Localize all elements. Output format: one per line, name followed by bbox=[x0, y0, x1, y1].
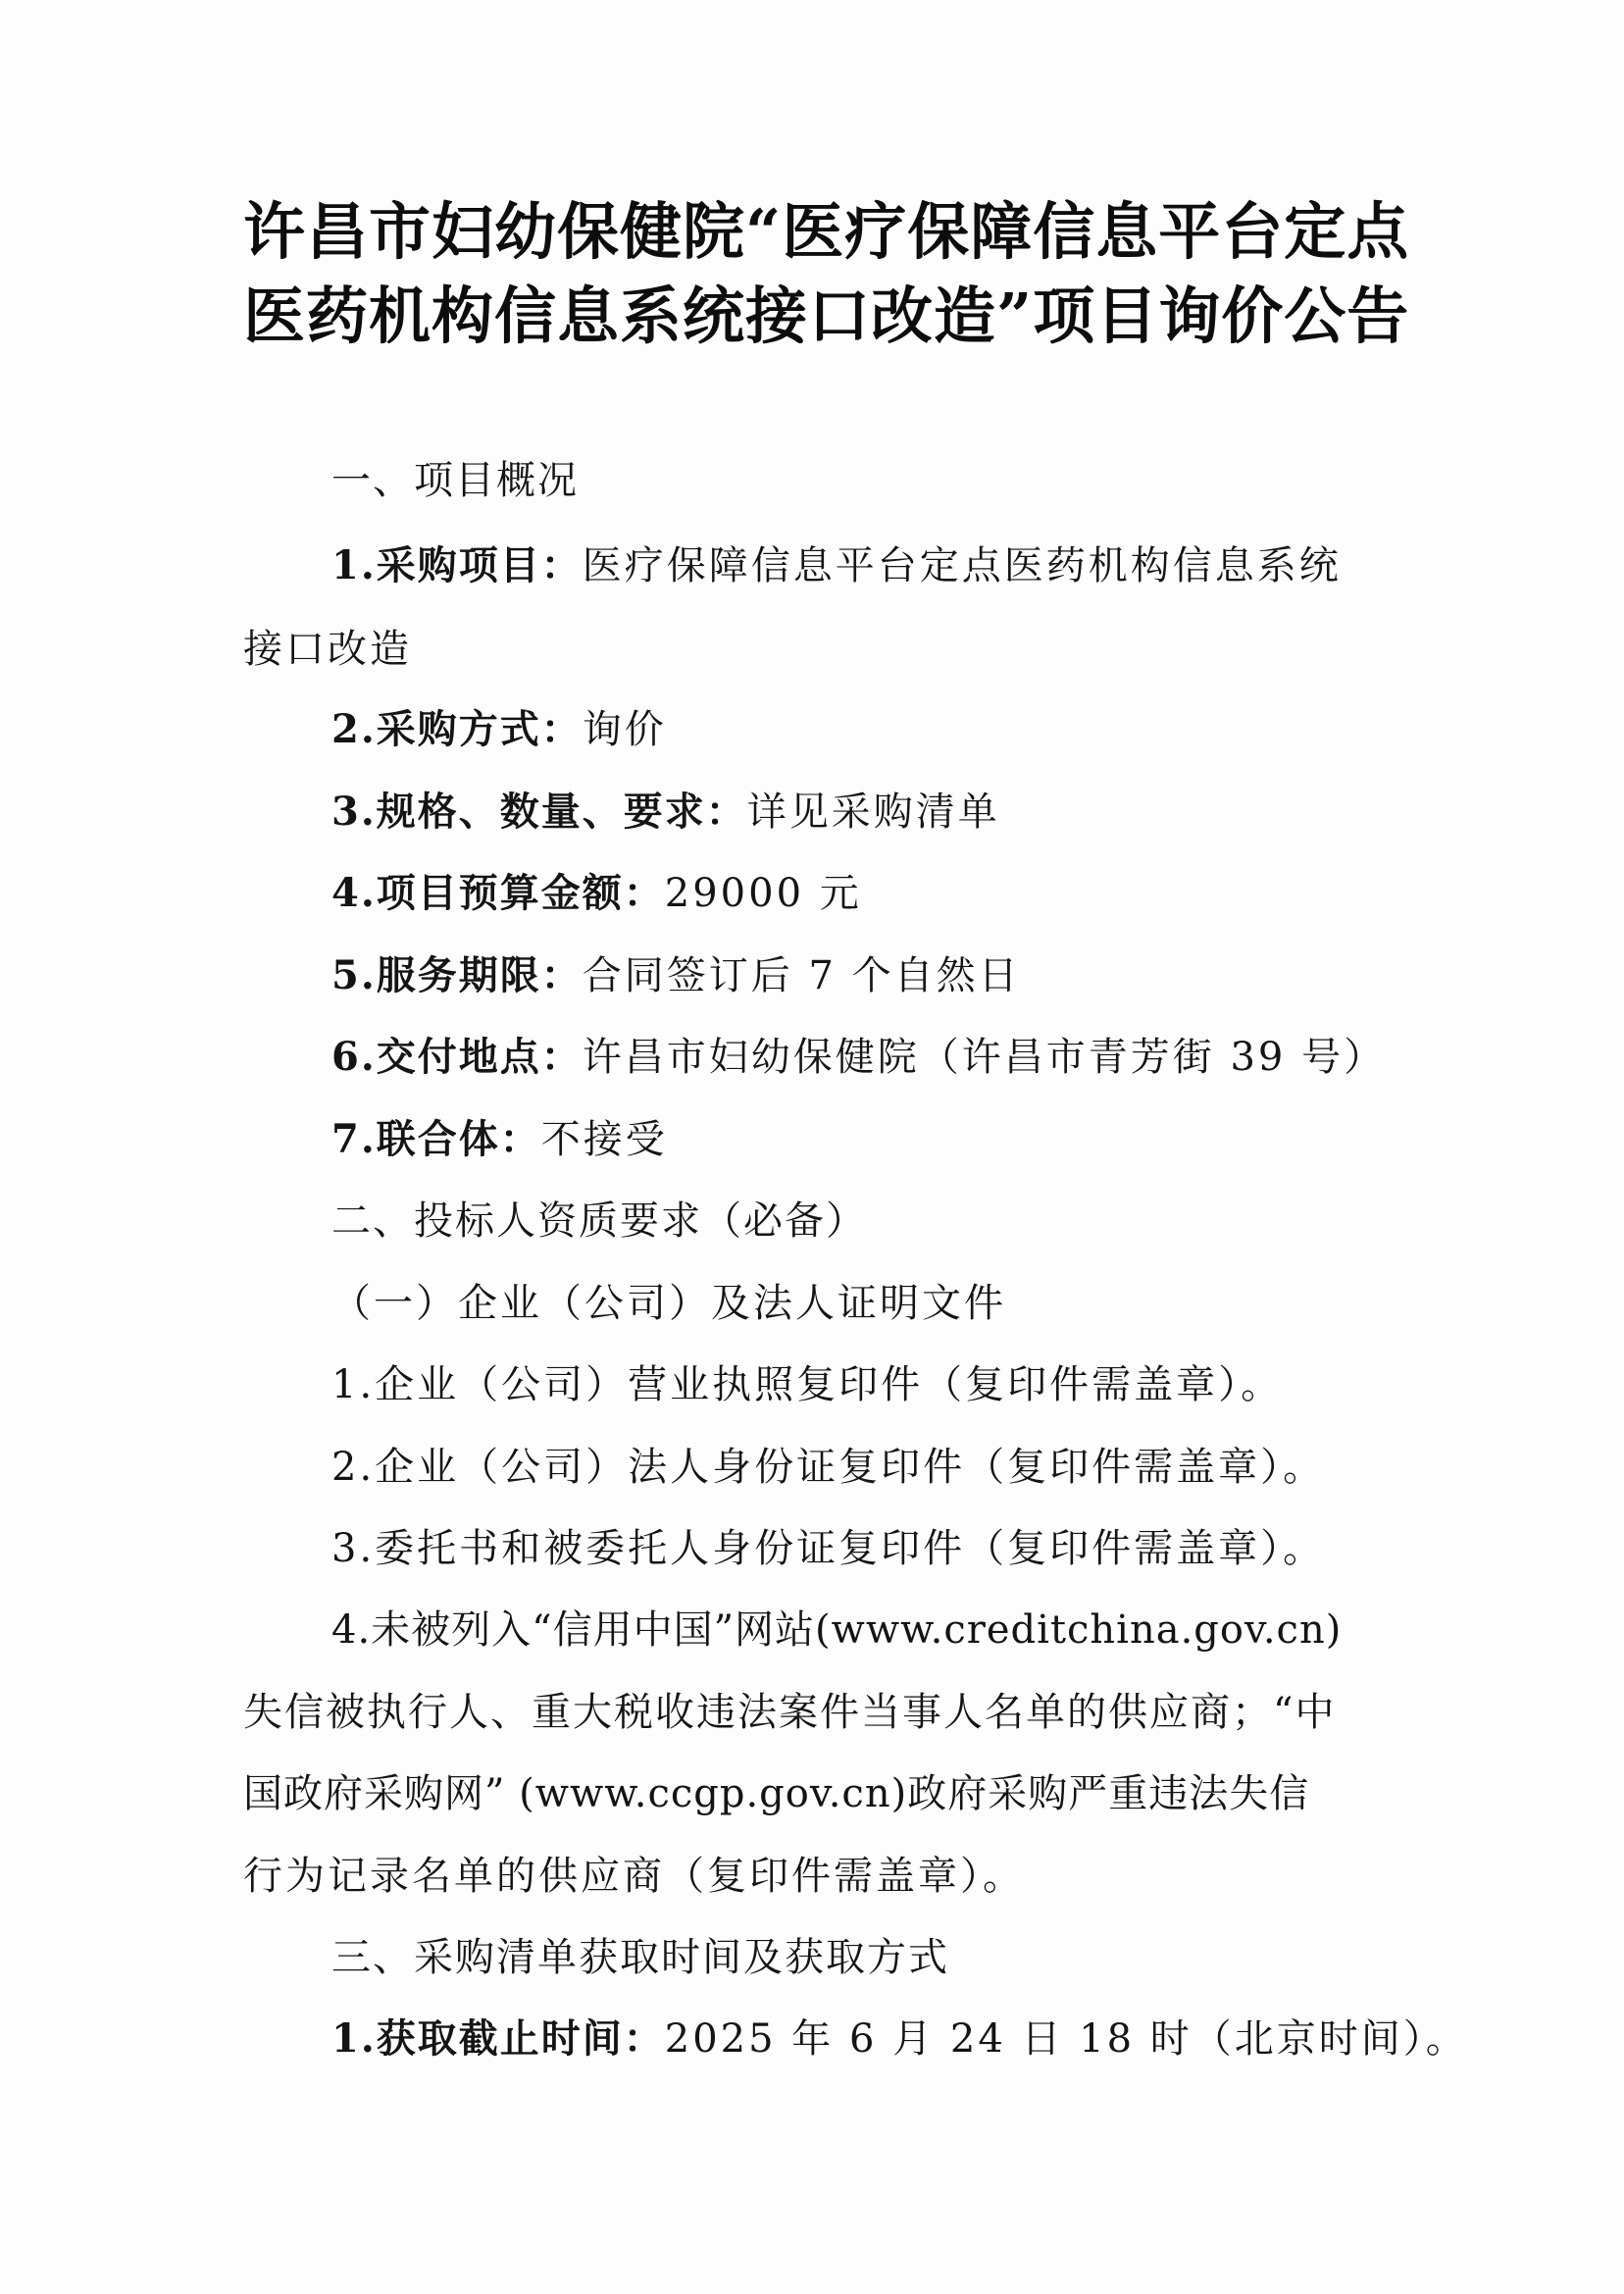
item-procurement-method bbox=[331, 702, 667, 757]
subsection-heading: （一）企业（公司）及法人证明文件 bbox=[331, 1281, 1006, 1326]
title-line-2: 医药机构信息系统接口改造”项目询价公告 bbox=[243, 280, 1410, 352]
item-value: 2025 年 6 月 24 日 18 时（北京时间）。 bbox=[664, 2016, 1468, 2062]
requirement-2: 2.企业（公司）法人身份证复印件（复印件需盖章）。 bbox=[331, 1445, 1326, 1490]
item-procurement-project bbox=[331, 538, 1342, 593]
item-label: 1.采购项目： bbox=[331, 542, 583, 588]
item-label: 3.规格、数量、要求： bbox=[331, 789, 747, 835]
item-budget bbox=[331, 866, 862, 921]
section-3-heading: 三、采购清单获取时间及获取方式 bbox=[331, 1935, 949, 1980]
item-value: 合同签订后 7 个自然日 bbox=[582, 953, 1021, 998]
requirement-3: 3.委托书和被委托人身份证复印件（复印件需盖章）。 bbox=[331, 1526, 1326, 1571]
item-delivery-location bbox=[331, 1030, 1386, 1085]
item-label: 6.交付地点： bbox=[331, 1034, 583, 1080]
item-label: 1.获取截止时间： bbox=[331, 2015, 665, 2062]
item-value: 询价 bbox=[582, 707, 667, 752]
item-label: 4.项目预算金额： bbox=[331, 870, 665, 916]
item-specifications bbox=[331, 785, 1000, 840]
requirement-4-line-2: 失信被执行人、重大税收违法案件当事人名单的供应商；“中 bbox=[243, 1690, 1337, 1735]
item-procurement-project-cont: 接口改造 bbox=[243, 627, 412, 672]
requirement-4-line-3: 国政府采购网” (www.ccgp.gov.cn)政府采购严重违法失信 bbox=[243, 1771, 1310, 1816]
item-value: 许昌市妇幼保健院（许昌市青芳街 39 号） bbox=[582, 1035, 1387, 1080]
item-value: 29000 元 bbox=[664, 871, 862, 916]
title-line-1: 许昌市妇幼保健院“医疗保障信息平台定点 bbox=[243, 195, 1410, 268]
item-label: 2.采购方式： bbox=[331, 706, 583, 752]
item-label: 5.服务期限： bbox=[331, 952, 583, 998]
item-service-period bbox=[331, 948, 1021, 1003]
item-deadline bbox=[331, 2012, 1468, 2066]
section-1-heading: 一、项目概况 bbox=[331, 458, 579, 503]
requirement-4-line-4: 行为记录名单的供应商（复印件需盖章）。 bbox=[243, 1854, 1025, 1899]
item-value: 不接受 bbox=[540, 1117, 668, 1162]
requirement-1: 1.企业（公司）营业执照复印件（复印件需盖章）。 bbox=[331, 1362, 1284, 1407]
item-consortium bbox=[331, 1112, 668, 1167]
item-value: 医疗保障信息平台定点医药机构信息系统 bbox=[582, 543, 1342, 588]
item-value: 详见采购清单 bbox=[746, 790, 1000, 835]
section-2-heading: 二、投标人资质要求（必备） bbox=[331, 1198, 867, 1244]
requirement-4-line-1: 4.未被列入“信用中国”网站(www.creditchina.gov.cn) bbox=[331, 1607, 1343, 1653]
item-label: 7.联合体： bbox=[331, 1116, 541, 1162]
